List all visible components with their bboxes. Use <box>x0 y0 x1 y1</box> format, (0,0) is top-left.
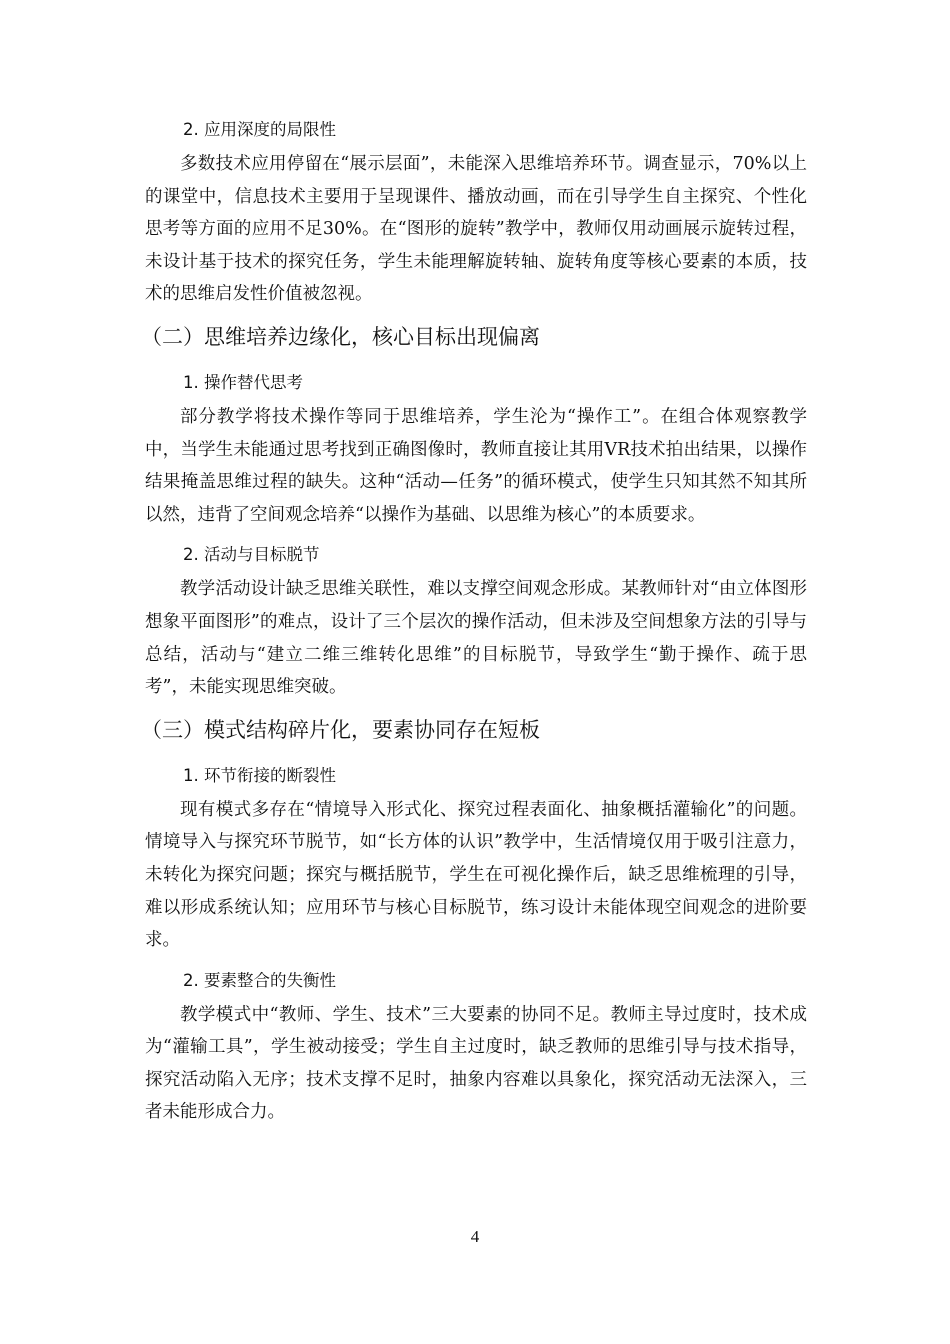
page-content <box>141 112 807 1135</box>
paragraph-element-imbalance: 教学模式中“教师、学生、技术”三大要素的协同不足。教师主导过度时，技术成为“灌输工具”，学生被动接受；学生自主过度时，缺乏教师的思维引导与技术指导，探究活动陷入无序；技术支撑不足时，抽象内容难以具象化，探究活动无法深入，三者未能形成合力。 <box>145 1004 807 1123</box>
subheading-operation-replaces-thinking: 1. 操作替代思考 <box>183 372 303 392</box>
paragraph-activity-goal-disconnect: 教学活动设计缺乏思维关联性，难以支撑空间观念形成。某教师针对“由立体图形想象平面图形”的难点，设计了三个层次的操作活动，但未涉及空间想象方法的引导与总结，活动与“建立二维三维转化思维”的目标脱节，导致学生“勤于操作、疏于思考”，未能实现思维突破。 <box>145 579 807 698</box>
section-heading-3: （三）模式结构碎片化，要素协同存在短板 <box>141 717 540 742</box>
subheading-element-imbalance: 2. 要素整合的失衡性 <box>183 970 336 990</box>
section-heading-2: （二）思维培养边缘化，核心目标出现偏离 <box>141 324 540 349</box>
paragraph-application-depth: 多数技术应用停留在“展示层面”，未能深入思维培养环节。调查显示，70%以上的课堂中，信息技术主要用于呈现课件、播放动画，而在引导学生自主探究、个性化思考等方面的应用不足30%。在“图形的旋转”教学中，教师仅用动画展示旋转过程，未设计基于技术的探究任务，学生未能理解旋转轴、旋转角度等核心要素的本质，技术的思维启发性价值被忽视。 <box>145 154 807 305</box>
paragraph-link-breakage: 现有模式多存在“情境导入形式化、探究过程表面化、抽象概括灌输化”的问题。情境导入与探究环节脱节，如“长方体的认识”教学中，生活情境仅用于吸引注意力，未转化为探究问题；探究与概括脱节，学生在可视化操作后，缺乏思维梳理的引导，难以形成系统认知；应用环节与核心目标脱节，练习设计未能体现空间观念的进阶要求。 <box>145 799 807 951</box>
subheading-application-depth: 2. 应用深度的局限性 <box>183 120 336 139</box>
subheading-activity-goal-disconnect: 2. 活动与目标脱节 <box>183 545 320 565</box>
subheading-link-breakage: 1. 环节衔接的断裂性 <box>183 765 336 785</box>
page-number: 4 <box>470 1227 480 1246</box>
paragraph-operation-replaces-thinking: 部分教学将技术操作等同于思维培养，学生沦为“操作工”。在组合体观察教学中，当学生未能通过思考找到正确图像时，教师直接让其用VR技术拍出结果，以操作结果掩盖思维过程的缺失。这种“活动—任务”的循环模式，使学生只知其然不知其所以然，违背了空间观念培养“以操作为基础、以思维为核心”的本质要求。 <box>145 406 807 525</box>
